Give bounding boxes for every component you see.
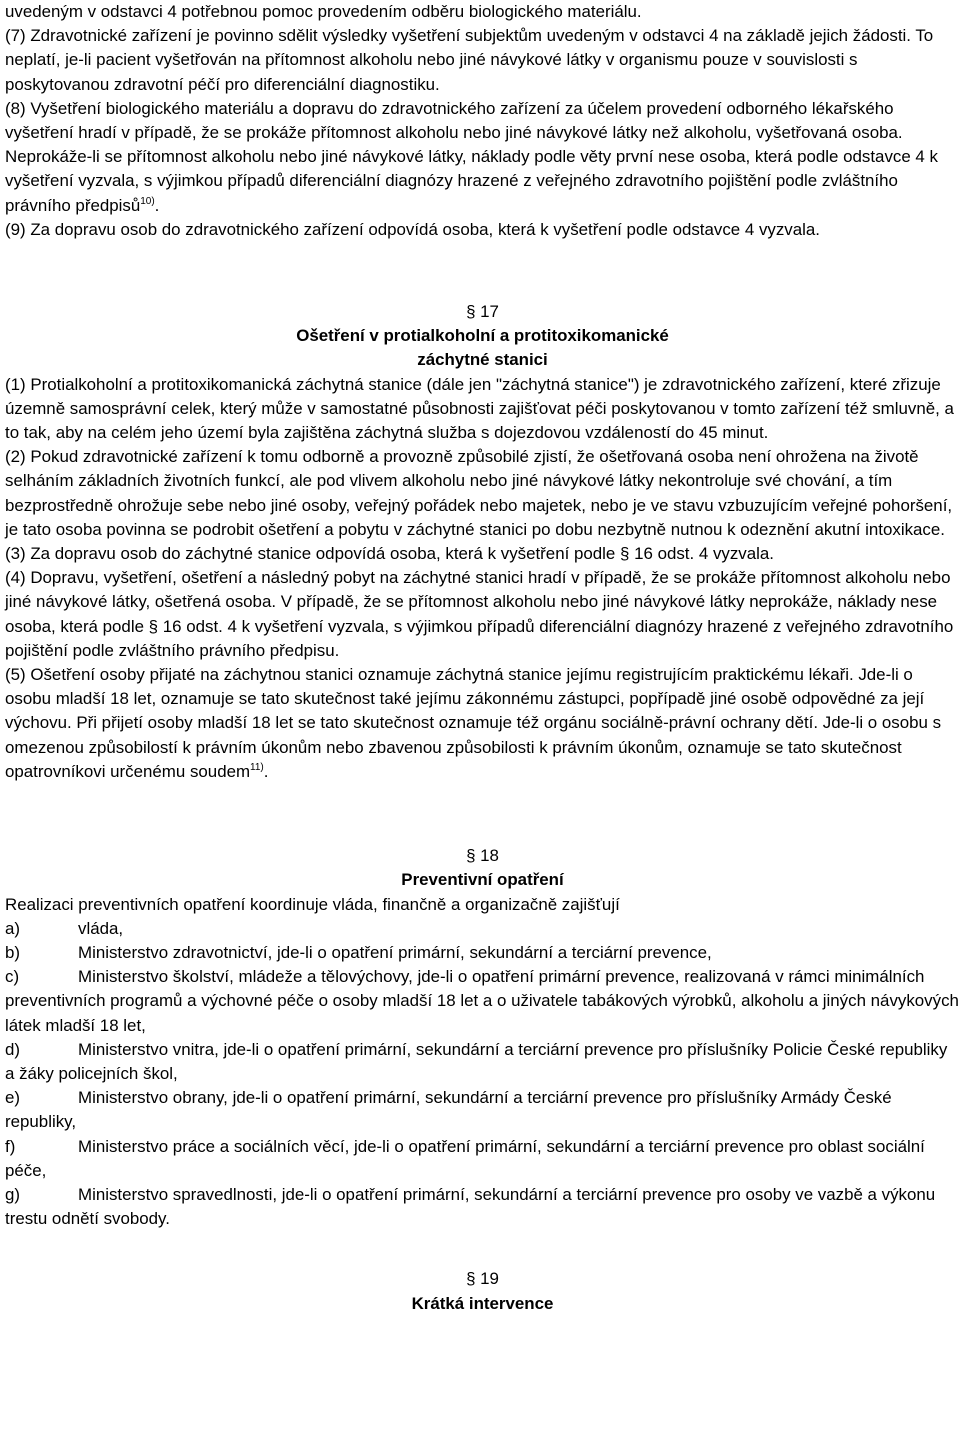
list-item-d: [5, 1038, 960, 1086]
paragraph-7: (7) Zdravotnické zařízení je povinno sdělit výsledky vyšetření subjektům uvedeným v odstavci 4 na základě jejich žádosti. To neplatí, je-li pacient vyšetřován na přítomnost alkoholu nebo jiné návykové látky v organismu pouze v souvislosti s poskytovanou zdravotní péčí pro diferenciální diagnostiku.: [5, 26, 934, 94]
list-item-c: [5, 965, 960, 1038]
list-text: Ministerstvo školství, mládeže a tělovýchovy, jde-li o opatření primární prevence, realizovaná v rámci minimálních preventivních programů a výchovné péče o osoby mladší 18 let a o uživatele tabákových výrobků, alkoholu a jiných návykových látek mladší 18 let,: [5, 967, 959, 1035]
list-text: Ministerstvo vnitra, jde-li o opatření primární, sekundární a terciární prevence pro příslušníky Policie České republiky a žáky policejních škol,: [5, 1039, 948, 1083]
section-17-number: § 17: [466, 302, 499, 322]
section-17-paragraph-2: (2) Pokud zdravotnické zařízení k tomu odborně a provozně způsobilé zjistí, že ošetřovaná osoba není ohrožena na životě selháním základních životních funkcí, ale pod vlivem alkoholu nebo jiné návykové látky nekontroluje své chování, a tím bezprostředně ohrožuje sebe nebo jiné osoby, veřejný pořádek nebo majetek, nebo je ve stavu vzbuzujícím veřejné pohoršení, je tato osoba povinna se podrobit ošetření a pobytu v záchytné stanici po dobu nezbytně nutnou k odeznění akutní intoxikace.: [5, 447, 953, 539]
section-19-title: Krátká intervence: [411, 1293, 554, 1313]
section-18-intro: Realizaci preventivních opatření koordinuje vláda, finančně a organizačně zajišťují: [5, 894, 620, 914]
list-item-e: [5, 1086, 960, 1134]
list-label: f): [5, 1136, 16, 1156]
list-text: Ministerstvo obrany, jde-li o opatření primární, sekundární a terciární prevence pro příslušníky Armády České republiky,: [5, 1088, 892, 1132]
list-item-a: [5, 917, 960, 941]
list-label: c): [5, 967, 20, 987]
paragraph-8-end: .: [154, 195, 160, 215]
footnote-ref-11: 11): [250, 761, 264, 773]
paragraph-8-text: (8) Vyšetření biologického materiálu a dopravu do zdravotnického zařízení za účelem provedení odborného lékařského vyšetření hradí v případě, že se prokáže přítomnost alkoholu nebo jiné návykové látky než alkoholu, vyšetřovaná osoba. Neprokáže-li se přítomnost alkoholu nebo jiné návykové látky, náklady podle věty první nese osoba, která podle odstavce 4 k vyšetření vyzvala, s výjimkou případů diferenciální diagnózy hrazené z veřejného zdravotního pojištění podle zvláštního právního předpisů: [5, 98, 938, 215]
section-19-number: § 19: [466, 1269, 499, 1289]
list-label: b): [5, 942, 21, 962]
list-item-g: [5, 1183, 960, 1231]
list-label: d): [5, 1039, 21, 1059]
paragraph-continuation: uvedeným v odstavci 4 potřebnou pomoc provedením odběru biologického materiálu.: [5, 2, 642, 21]
section-17-paragraph-5-text: (5) Ošetření osoby přijaté na záchytnou stanici oznamuje záchytná stanice jejímu registrujícím praktickému lékaři. Jde-li o osobu mladší 18 let, oznamuje se tato skutečnost také jejímu zákonnému zástupci, popřípadě jiné osobě odpovědné za její výchovu. Při přijetí osoby mladší 18 let se tato skutečnost oznamuje též orgánu sociálně-právní ochrany dětí. Jde-li o osobu s omezenou způsobilostí k právním úkonům nebo zbavenou způsobilosti k právním úkonům, oznamuje se tato skutečnost opatrovníkovi určenému soudem: [5, 665, 942, 781]
list-label: g): [5, 1184, 21, 1204]
list-label: e): [5, 1088, 21, 1108]
footnote-ref-10: 10): [140, 195, 155, 207]
document-page: [5, 0, 960, 1316]
section-17-paragraph-4: (4) Dopravu, vyšetření, ošetření a následný pobyt na záchytné stanici hradí v případě, že se prokáže přítomnost alkoholu nebo jiné návykové látky, ošetřená osoba. V případě, že se přítomnost alkoholu nebo jiné návykové látky neprokáže, náklady nese osoba, která podle § 16 odst. 4 k vyšetření vyzvala, s výjimkou případů diferenciální diagnózy hrazené z veřejného zdravotního pojištění podle zvláštního právního předpisu.: [5, 568, 954, 660]
paragraph-9: (9) Za dopravu osob do zdravotnického zařízení odpovídá osoba, která k vyšetření podle odstavce 4 vyzvala.: [5, 219, 820, 239]
list-item-f: [5, 1135, 960, 1183]
list-label: a): [5, 918, 21, 938]
section-18-title: Preventivní opatření: [401, 870, 564, 890]
section-17-paragraph-3: (3) Za dopravu osob do záchytné stanice odpovídá osoba, která k vyšetření podle § 16 odst. 4 vyzvala.: [5, 544, 774, 564]
section-17-paragraph-5-end: .: [263, 761, 269, 781]
paragraph-8: [5, 97, 960, 218]
section-17-paragraph-1: (1) Protialkoholní a protitoxikomanická záchytná stanice (dále jen "záchytná stanice") je zdravotnického zařízení, které zřizuje územně samosprávní celek, který může v samostatné působnosti zajišťovat péči poskytovanou v tomto zařízení též smluvně, a to tak, aby na celém jeho území byla zajištěna záchytná služba s dojezdovou vzdáleností do 45 minut.: [5, 374, 954, 443]
list-item-b: [5, 941, 960, 965]
list-text: Ministerstvo práce a sociálních věcí, jde-li o opatření primární, sekundární a terciární prevence pro oblast sociální péče,: [5, 1136, 925, 1180]
list-text: Ministerstvo zdravotnictví, jde-li o opatření primární, sekundární a terciární prevence,: [78, 942, 712, 962]
list-text: Ministerstvo spravedlnosti, jde-li o opatření primární, sekundární a terciární prevence pro osoby ve vazbě a výkonu trestu odnětí svobody.: [5, 1184, 936, 1229]
section-18-number: § 18: [466, 846, 499, 866]
section-17-title-line1: Ošetření v protialkoholní a protitoxikomanické: [296, 326, 669, 346]
list-text: vláda,: [78, 918, 124, 938]
section-17-paragraph-5: [5, 663, 960, 784]
section-17-title-line2: záchytné stanici: [417, 350, 548, 370]
